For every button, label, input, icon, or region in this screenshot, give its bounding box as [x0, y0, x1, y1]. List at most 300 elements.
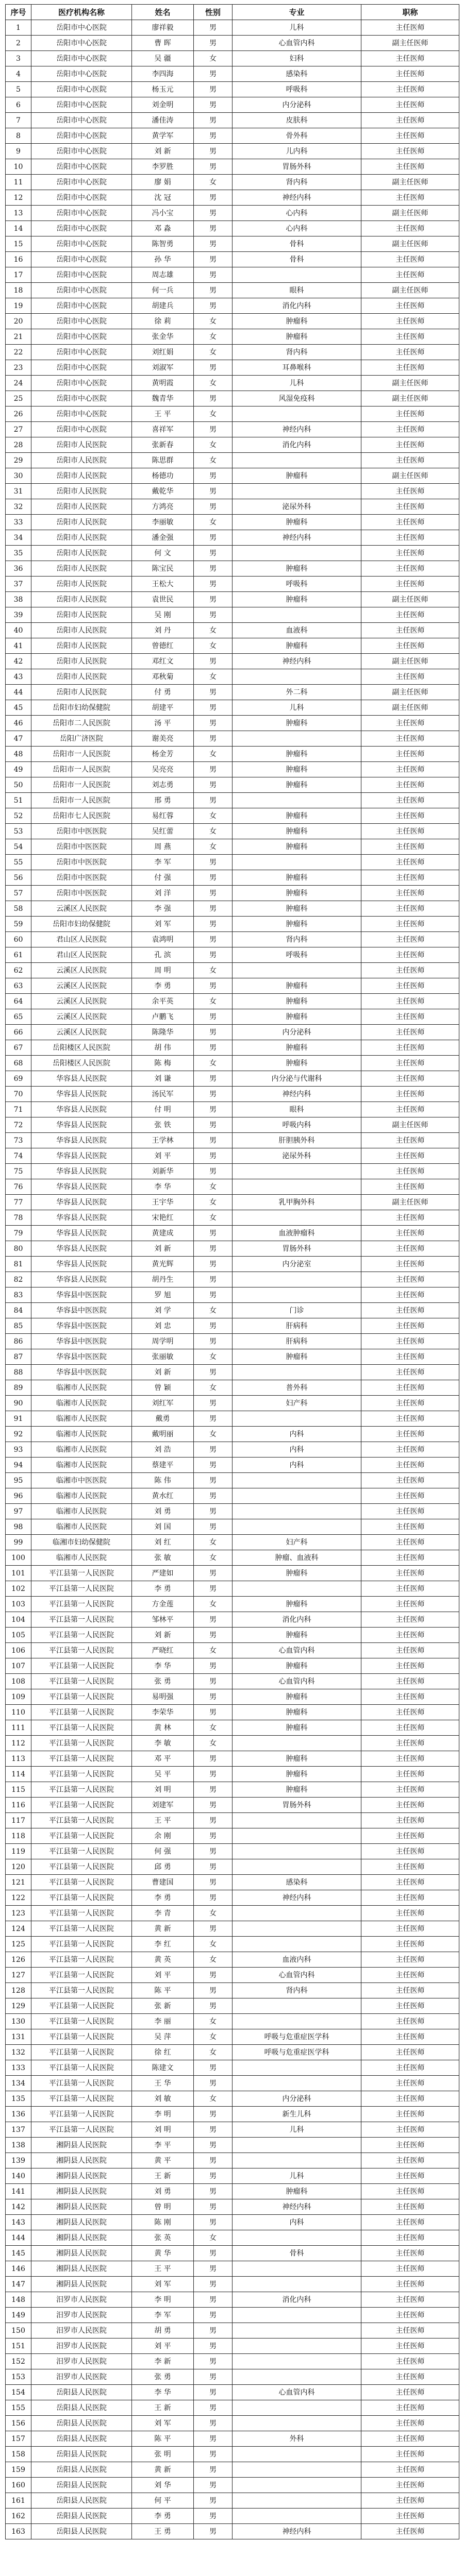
cell-name: 刘 军: [132, 917, 194, 932]
cell-index: 56: [6, 870, 31, 886]
cell-title: 主任医师: [361, 994, 459, 1009]
table-row: [6, 1087, 459, 1102]
cell-title: 主任医师: [361, 762, 459, 777]
cell-institution: 平江县第一人民医院: [31, 1566, 132, 1581]
cell-specialty: 外二科: [233, 685, 361, 700]
cell-gender: 男: [194, 1705, 233, 1720]
cell-specialty: [233, 1813, 361, 1828]
cell-institution: 湘阴县人民医院: [31, 2277, 132, 2292]
cell-institution: 岳阳市中医医院: [31, 855, 132, 870]
cell-title: 主任医师: [361, 978, 459, 994]
cell-gender: 男: [194, 1813, 233, 1828]
cell-name: 余 刚: [132, 1828, 194, 1844]
cell-institution: 汨罗市人民医院: [31, 2338, 132, 2354]
cell-title: 主任医师: [361, 1133, 459, 1148]
cell-title: 副主任医师: [361, 391, 459, 406]
cell-specialty: 乳甲胸外科: [233, 1195, 361, 1210]
cell-specialty: [233, 1179, 361, 1195]
cell-name: 陈智勇: [132, 236, 194, 252]
cell-gender: 男: [194, 2493, 233, 2509]
cell-gender: 男: [194, 577, 233, 592]
cell-title: 主任医师: [361, 1257, 459, 1272]
cell-index: 152: [6, 2354, 31, 2369]
cell-name: 曹建国: [132, 1875, 194, 1890]
cell-institution: 岳阳市中心医院: [31, 206, 132, 221]
cell-institution: 岳阳市中医医院: [31, 870, 132, 886]
cell-gender: 男: [194, 128, 233, 144]
cell-institution: 岳阳县人民医院: [31, 2385, 132, 2400]
cell-index: 38: [6, 592, 31, 607]
cell-specialty: [233, 1504, 361, 1519]
cell-name: 曹 晖: [132, 36, 194, 51]
cell-gender: 男: [194, 1396, 233, 1411]
table-row: [6, 716, 459, 731]
cell-name: 黄 华: [132, 2246, 194, 2261]
cell-institution: 岳阳市中心医院: [31, 20, 132, 36]
cell-index: 146: [6, 2261, 31, 2277]
cell-gender: 男: [194, 2323, 233, 2338]
cell-institution: 岳阳市中心医院: [31, 345, 132, 360]
cell-title: 主任医师: [361, 2385, 459, 2400]
cell-name: 刘 明: [132, 1782, 194, 1798]
cell-index: 59: [6, 917, 31, 932]
cell-specialty: [233, 2014, 361, 2029]
cell-name: 刘 丹: [132, 623, 194, 638]
cell-name: 王 平: [132, 1813, 194, 1828]
cell-gender: 女: [194, 1952, 233, 1968]
cell-title: 主任医师: [361, 1550, 459, 1566]
table-row: [6, 2138, 459, 2153]
cell-institution: 平江县第一人民医院: [31, 1643, 132, 1658]
cell-gender: 男: [194, 1921, 233, 1937]
cell-index: 126: [6, 1952, 31, 1968]
cell-specialty: 血液科: [233, 623, 361, 638]
cell-title: 主任医师: [361, 2029, 459, 2045]
cell-title: 主任医师: [361, 561, 459, 577]
table-row: [6, 2447, 459, 2462]
table-row: [6, 2153, 459, 2168]
cell-index: 26: [6, 406, 31, 422]
table-row: [6, 1458, 459, 1473]
cell-index: 121: [6, 1875, 31, 1890]
table-row: [6, 2369, 459, 2385]
cell-index: 11: [6, 175, 31, 190]
table-row: [6, 1998, 459, 2014]
cell-institution: 岳阳县人民医院: [31, 2447, 132, 2462]
cell-specialty: 心内科: [233, 221, 361, 236]
cell-title: 主任医师: [361, 530, 459, 546]
cell-name: 邓秋菊: [132, 669, 194, 685]
cell-title: 主任医师: [361, 2524, 459, 2539]
cell-name: 张 明: [132, 2447, 194, 2462]
table-row: [6, 808, 459, 824]
cell-name: 李 军: [132, 855, 194, 870]
cell-gender: 男: [194, 1581, 233, 1597]
cell-name: 吴 疆: [132, 51, 194, 66]
cell-institution: 平江县第一人民医院: [31, 1720, 132, 1736]
cell-gender: 男: [194, 484, 233, 499]
cell-title: 主任医师: [361, 1597, 459, 1612]
cell-gender: 男: [194, 1488, 233, 1504]
cell-institution: 湘阴县人民医院: [31, 2199, 132, 2215]
cell-specialty: [233, 453, 361, 468]
cell-institution: 平江县第一人民医院: [31, 1921, 132, 1937]
cell-gender: 男: [194, 2462, 233, 2478]
cell-title: 主任医师: [361, 793, 459, 808]
cell-institution: 临湘市中医医院: [31, 1473, 132, 1488]
cell-index: 76: [6, 1179, 31, 1195]
table-row: [6, 638, 459, 654]
cell-title: 主任医师: [361, 607, 459, 623]
cell-name: 陈隆华: [132, 1025, 194, 1040]
cell-specialty: 儿科: [233, 376, 361, 391]
table-row: [6, 1875, 459, 1890]
cell-name: 周 燕: [132, 839, 194, 855]
cell-index: 20: [6, 314, 31, 329]
cell-specialty: [233, 1998, 361, 2014]
table-row: [6, 1535, 459, 1550]
cell-name: 陈思群: [132, 453, 194, 468]
cell-title: 主任医师: [361, 2323, 459, 2338]
cell-gender: 女: [194, 1056, 233, 1071]
cell-specialty: 肿瘤科: [233, 1009, 361, 1025]
cell-name: 陈建文: [132, 2060, 194, 2076]
cell-gender: 男: [194, 1875, 233, 1890]
cell-specialty: 内分泌室: [233, 1257, 361, 1272]
cell-title: 主任医师: [361, 669, 459, 685]
cell-specialty: [233, 2493, 361, 2509]
table-row: [6, 1968, 459, 1983]
cell-specialty: [233, 267, 361, 283]
cell-title: 主任医师: [361, 345, 459, 360]
cell-specialty: 肿瘤科: [233, 994, 361, 1009]
cell-title: 副主任医师: [361, 654, 459, 669]
cell-specialty: [233, 2138, 361, 2153]
cell-gender: 男: [194, 1287, 233, 1303]
cell-specialty: 感染科: [233, 66, 361, 82]
cell-title: 主任医师: [361, 1287, 459, 1303]
cell-gender: 女: [194, 437, 233, 453]
table-row: [6, 515, 459, 530]
cell-institution: 岳阳市中心医院: [31, 144, 132, 159]
cell-institution: 岳阳市中心医院: [31, 51, 132, 66]
cell-institution: 岳阳市人民医院: [31, 546, 132, 561]
cell-title: 主任医师: [361, 1859, 459, 1875]
cell-institution: 平江县第一人民医院: [31, 1890, 132, 1906]
cell-gender: 男: [194, 1164, 233, 1179]
cell-index: 69: [6, 1071, 31, 1087]
cell-specialty: 肾内科: [233, 932, 361, 947]
cell-title: 主任医师: [361, 839, 459, 855]
cell-gender: 男: [194, 607, 233, 623]
cell-name: 李丽敏: [132, 515, 194, 530]
cell-index: 73: [6, 1133, 31, 1148]
cell-name: 刘 军: [132, 2277, 194, 2292]
cell-specialty: 血液内科: [233, 1952, 361, 1968]
cell-index: 30: [6, 468, 31, 484]
cell-institution: 临湘市人民医院: [31, 1396, 132, 1411]
cell-name: 何一兵: [132, 283, 194, 298]
table-row: [6, 128, 459, 144]
cell-institution: 平江县第一人民医院: [31, 1998, 132, 2014]
cell-index: 144: [6, 2230, 31, 2246]
cell-institution: 平江县第一人民医院: [31, 2076, 132, 2091]
table-row: [6, 932, 459, 947]
cell-institution: 平江县第一人民医院: [31, 2014, 132, 2029]
cell-title: 主任医师: [361, 298, 459, 314]
cell-title: 主任医师: [361, 901, 459, 917]
cell-specialty: 肝病科: [233, 1334, 361, 1349]
cell-title: 主任医师: [361, 1875, 459, 1890]
cell-index: 109: [6, 1689, 31, 1705]
header-title: 职称: [361, 5, 459, 20]
cell-gender: 男: [194, 1674, 233, 1689]
cell-name: 吴亮亮: [132, 762, 194, 777]
cell-index: 97: [6, 1504, 31, 1519]
cell-index: 82: [6, 1272, 31, 1287]
cell-name: 刘志勇: [132, 777, 194, 793]
cell-specialty: [233, 793, 361, 808]
cell-name: 易红蓉: [132, 808, 194, 824]
cell-name: 黄学军: [132, 128, 194, 144]
cell-gender: 女: [194, 1349, 233, 1365]
table-row: [6, 329, 459, 345]
cell-specialty: 妇产科: [233, 1535, 361, 1550]
table-row: [6, 2277, 459, 2292]
cell-index: 8: [6, 128, 31, 144]
cell-name: 邹林平: [132, 1612, 194, 1628]
cell-specialty: [233, 2400, 361, 2416]
cell-institution: 平江县第一人民医院: [31, 1952, 132, 1968]
cell-index: 77: [6, 1195, 31, 1210]
cell-gender: 男: [194, 283, 233, 298]
cell-gender: 男: [194, 97, 233, 113]
cell-name: 李 勇: [132, 2509, 194, 2524]
cell-name: 胡 伟: [132, 1040, 194, 1056]
cell-index: 21: [6, 329, 31, 345]
cell-specialty: 血液肿瘤科: [233, 1226, 361, 1241]
cell-index: 49: [6, 762, 31, 777]
cell-title: 主任医师: [361, 1736, 459, 1751]
cell-index: 75: [6, 1164, 31, 1179]
cell-gender: 男: [194, 1458, 233, 1473]
cell-gender: 男: [194, 901, 233, 917]
cell-institution: 岳阳县人民医院: [31, 2416, 132, 2431]
cell-title: 副主任医师: [361, 206, 459, 221]
cell-specialty: 风湿免疫科: [233, 391, 361, 406]
cell-name: 周 明: [132, 963, 194, 978]
cell-gender: 男: [194, 2138, 233, 2153]
cell-specialty: [233, 2509, 361, 2524]
cell-index: 98: [6, 1519, 31, 1535]
cell-name: 陈 平: [132, 1983, 194, 1998]
cell-institution: 岳阳市二人民医院: [31, 716, 132, 731]
cell-index: 86: [6, 1334, 31, 1349]
cell-index: 25: [6, 391, 31, 406]
cell-index: 47: [6, 731, 31, 747]
cell-institution: 岳阳市人民医院: [31, 669, 132, 685]
cell-title: 副主任医师: [361, 376, 459, 391]
cell-gender: 男: [194, 1612, 233, 1628]
cell-title: 主任医师: [361, 51, 459, 66]
cell-institution: 岳阳市妇幼保健院: [31, 700, 132, 716]
cell-name: 李 敏: [132, 1736, 194, 1751]
cell-institution: 华容县人民医院: [31, 1241, 132, 1257]
cell-institution: 岳阳市中心医院: [31, 97, 132, 113]
cell-title: 主任医师: [361, 731, 459, 747]
table-row: [6, 1241, 459, 1257]
table-row: [6, 1921, 459, 1937]
cell-index: 107: [6, 1658, 31, 1674]
cell-name: 吴红蕾: [132, 824, 194, 839]
table-row: [6, 1488, 459, 1504]
cell-specialty: 呼吸内科: [233, 1117, 361, 1133]
table-row: [6, 839, 459, 855]
cell-gender: 男: [194, 561, 233, 577]
cell-index: 83: [6, 1287, 31, 1303]
cell-gender: 男: [194, 2184, 233, 2199]
cell-gender: 男: [194, 1257, 233, 1272]
cell-index: 104: [6, 1612, 31, 1628]
cell-name: 吴 平: [132, 1767, 194, 1782]
table-row: [6, 1674, 459, 1689]
cell-name: 何 平: [132, 2493, 194, 2509]
cell-name: 黄水红: [132, 1488, 194, 1504]
cell-index: 81: [6, 1257, 31, 1272]
cell-specialty: 内分泌科: [233, 2091, 361, 2107]
cell-title: 主任医师: [361, 1937, 459, 1952]
cell-specialty: 妇产科: [233, 1396, 361, 1411]
cell-title: 主任医师: [361, 917, 459, 932]
cell-title: 主任医师: [361, 546, 459, 561]
cell-gender: 女: [194, 175, 233, 190]
cell-title: 主任医师: [361, 1025, 459, 1040]
cell-gender: 男: [194, 236, 233, 252]
table-row: [6, 1071, 459, 1087]
cell-specialty: [233, 2478, 361, 2493]
cell-institution: 华容县中医医院: [31, 1303, 132, 1318]
cell-specialty: [233, 2060, 361, 2076]
cell-index: 31: [6, 484, 31, 499]
cell-institution: 华容县人民医院: [31, 1071, 132, 1087]
cell-name: 李罗胜: [132, 159, 194, 175]
cell-specialty: 内科: [233, 2215, 361, 2230]
cell-institution: 岳阳市人民医院: [31, 592, 132, 607]
cell-gender: 男: [194, 1890, 233, 1906]
cell-institution: 平江县第一人民医院: [31, 2045, 132, 2060]
cell-title: 主任医师: [361, 1782, 459, 1798]
cell-index: 88: [6, 1365, 31, 1380]
cell-gender: 女: [194, 453, 233, 468]
cell-institution: 岳阳市中心医院: [31, 190, 132, 206]
cell-index: 14: [6, 221, 31, 236]
cell-index: 67: [6, 1040, 31, 1056]
cell-title: 主任医师: [361, 2400, 459, 2416]
cell-title: 主任医师: [361, 1998, 459, 2014]
cell-name: 刘红娟: [132, 345, 194, 360]
cell-institution: 云溪区人民医院: [31, 901, 132, 917]
cell-name: 李 平: [132, 2138, 194, 2153]
table-row: [6, 2354, 459, 2369]
cell-institution: 平江县第一人民医院: [31, 1828, 132, 1844]
cell-title: 主任医师: [361, 886, 459, 901]
cell-gender: 男: [194, 190, 233, 206]
cell-index: 108: [6, 1674, 31, 1689]
cell-index: 99: [6, 1535, 31, 1550]
cell-specialty: 呼吸与危重症医学科: [233, 2029, 361, 2045]
cell-gender: 男: [194, 2060, 233, 2076]
cell-specialty: [233, 2462, 361, 2478]
table-row: [6, 82, 459, 97]
cell-specialty: 肿瘤科: [233, 716, 361, 731]
cell-gender: 男: [194, 2385, 233, 2400]
cell-index: 48: [6, 747, 31, 762]
cell-gender: 男: [194, 267, 233, 283]
cell-name: 李 华: [132, 2385, 194, 2400]
cell-title: 主任医师: [361, 1040, 459, 1056]
cell-gender: 男: [194, 700, 233, 716]
cell-name: 李 华: [132, 1179, 194, 1195]
cell-index: 7: [6, 113, 31, 128]
cell-index: 12: [6, 190, 31, 206]
cell-title: 主任医师: [361, 2199, 459, 2215]
cell-institution: 华容县人民医院: [31, 1102, 132, 1117]
table-row: [6, 236, 459, 252]
table-row: [6, 2076, 459, 2091]
cell-index: 157: [6, 2431, 31, 2447]
cell-specialty: 内分泌科: [233, 97, 361, 113]
cell-specialty: [233, 546, 361, 561]
table-row: [6, 406, 459, 422]
cell-institution: 云溪区人民医院: [31, 1025, 132, 1040]
cell-title: 主任医师: [361, 1844, 459, 1859]
cell-index: 65: [6, 1009, 31, 1025]
cell-title: 主任医师: [361, 2277, 459, 2292]
cell-gender: 男: [194, 2292, 233, 2308]
cell-name: 李 勇: [132, 1581, 194, 1597]
cell-title: 副主任医师: [361, 36, 459, 51]
table-row: [6, 1195, 459, 1210]
cell-name: 杨玉元: [132, 82, 194, 97]
cell-specialty: 肿瘤科: [233, 1597, 361, 1612]
table-row: [6, 1798, 459, 1813]
cell-specialty: [233, 1488, 361, 1504]
cell-gender: 女: [194, 2014, 233, 2029]
cell-index: 153: [6, 2369, 31, 2385]
cell-name: 张金华: [132, 329, 194, 345]
cell-institution: 岳阳市七人民医院: [31, 808, 132, 824]
table-row: [6, 762, 459, 777]
cell-title: 主任医师: [361, 2230, 459, 2246]
cell-specialty: [233, 963, 361, 978]
cell-gender: 男: [194, 2416, 233, 2431]
cell-name: 蔡建平: [132, 1458, 194, 1473]
cell-institution: 岳阳市中心医院: [31, 82, 132, 97]
cell-gender: 男: [194, 1782, 233, 1798]
cell-gender: 男: [194, 2215, 233, 2230]
table-row: [6, 1705, 459, 1720]
cell-name: 曾 明: [132, 2199, 194, 2215]
cell-gender: 男: [194, 2076, 233, 2091]
table-row: [6, 978, 459, 994]
cell-institution: 平江县第一人民医院: [31, 1859, 132, 1875]
cell-institution: 岳阳市人民医院: [31, 654, 132, 669]
cell-gender: 男: [194, 2199, 233, 2215]
cell-title: 主任医师: [361, 2060, 459, 2076]
cell-title: 主任医师: [361, 1798, 459, 1813]
cell-specialty: 神经内科: [233, 422, 361, 437]
cell-index: 123: [6, 1906, 31, 1921]
